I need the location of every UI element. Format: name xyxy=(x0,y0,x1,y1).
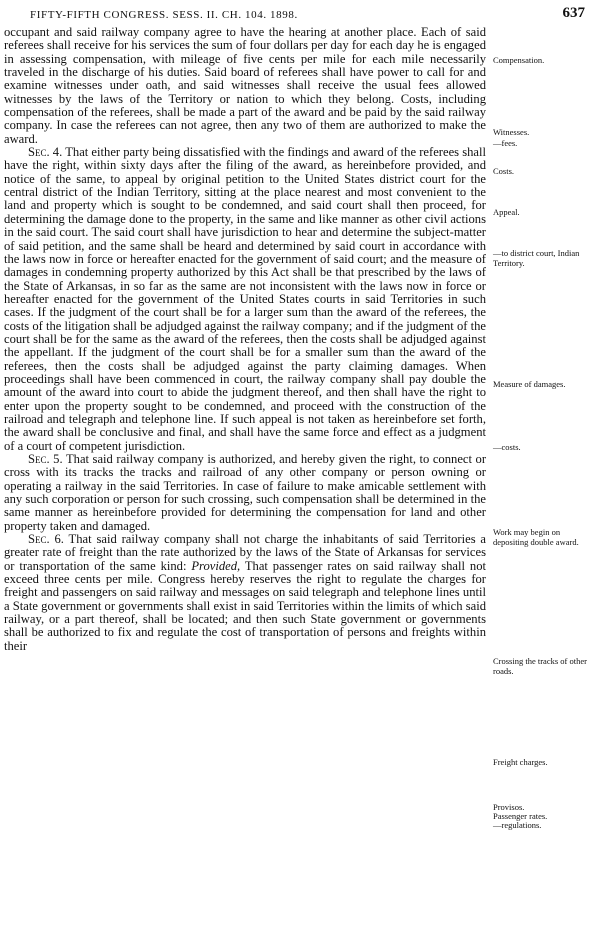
section-label: Sec. 5. xyxy=(28,452,63,466)
section-4 xyxy=(4,146,486,453)
margin-note: Provisos. xyxy=(493,802,525,812)
section-6 xyxy=(4,533,486,653)
margin-note: Compensation. xyxy=(493,55,545,65)
paragraph-text: occupant and said railway company agree to have the hearing at another place. Each of said referees shall receive for his services the sum of four dollars per day for each day he is engaged in assessing compensation, with mileage of five cents per mile for each mile necessarily traveled in the discharge of his duties. Said board of referees shall have power to call for and examine witnesses under oath, and said witnesses shall receive the usual fees allowed witnesses by the laws of the Territory or nation to which they belong. Costs, including compensation of the referees, shall be made a part of the award and be paid by the said railway company. In case the referees can not agree, then any two of them are authorized to make the award. xyxy=(4,25,486,146)
margin-note: Measure of damages. xyxy=(493,379,566,389)
page-number: 637 xyxy=(562,5,585,21)
margin-note: Appeal. xyxy=(493,207,520,217)
paragraph-text: That said railway company shall not charge the inhabitants of said Territories a greater rate of freight than the rate authorized by the laws of the State of Arkansas for services or transportation of the same kind: xyxy=(4,532,487,573)
section-5 xyxy=(4,453,486,533)
running-title: FIFTY-FIFTH CONGRESS. SESS. II. CH. 104. 1898. xyxy=(30,9,298,21)
paragraph-text: That either party being dissatisfied with the findings and award of the referees shall have the right, within sixty days after the filing of the award, as hereinbefore provided, and notice of the same, to appeal by original petition to the United States district court for the central district of the Indian Territory, sitting at the place nearest and most convenient to the land and property which is sought to be condemned, and said court shall then proceed, for determining the damage done to the property, in the same and like manner as other civil actions in the said court. The said court shall have jurisdiction to hear and determine the subject-matter of said petition, and the same shall be heard and determined by said court in accordance with the laws now in force or hereafter enacted for the government of said court; and the measure of damages in condemning property authorized by this Act shall be that prescribed by the laws of the State of Arkansas, in so far as the same are not inconsistent with the laws now in force or hereafter enacted for the government of the United States courts in said Territories in such cases. If the judgment of the court shall be for a larger sum than the award of the referees, the costs of the litigation shall be adjudged against the railway company; and if the judgment of the court shall be for the same as the award of the referees, then the costs shall be adjudged against the appellant. If the judgment of the court shall be for a smaller sum than the award of the referees, then the costs shall be adjudged against the party claiming damages. When proceedings shall have been commenced in court, the railway company shall pay double the amount of the award into court to abide the judgment thereof, and then shall have the right to enter upon the property sought to be condemned, and proceed with the construction of the railroad and telegraph and telephone line. If such appeal is not taken as hereinbefore set forth, the award shall be conclusive and final, and shall have the same force and effect as a judgment of a court of competent jurisdiction. xyxy=(4,145,487,453)
paragraph-continued xyxy=(4,26,486,146)
statute-text xyxy=(4,26,486,653)
margin-note: —to district court, Indian Territory. xyxy=(493,248,580,268)
paragraph-text: That passenger rates on said railway shall not exceed three cents per mile. Congress hereby reserves the right to regulate the charges for freight and passengers on said railway and messages on said telegraph and telephone lines until a State government or governments shall exist in said Territories within the limits of which said railway, or a part thereof, shall be located; and then such State government or governments shall be authorized to fix and regulate the cost of transportation of persons and freights within their xyxy=(4,558,486,653)
margin-note: Costs. xyxy=(493,166,515,176)
margin-note: —costs. xyxy=(493,442,521,452)
paragraph-text: That said railway company is authorized, and hereby given the right, to connect or cross with its tracks the tracks and railroad of any other company or person owning or operating a railway in the said Territories. In case of failure to make amicable settlement with any such corporation or person for such crossing, such compensation shall be determined in the same manner as hereinbefore provided for determining the compensation for land and other property taken and damaged. xyxy=(4,452,487,533)
running-header xyxy=(30,7,585,23)
proviso-italic: Provided, xyxy=(191,558,241,573)
margin-note: Passenger rates. xyxy=(493,811,548,821)
margin-note: Work may begin on depositing double award. xyxy=(493,527,579,547)
margin-note: —fees. xyxy=(493,138,518,148)
section-label: Sec. 4. xyxy=(28,145,63,160)
margin-note: Witnesses. xyxy=(493,127,530,137)
section-label: Sec. 6. xyxy=(28,532,64,547)
margin-note: —regulations. xyxy=(493,820,542,830)
margin-note: Crossing the tracks of other roads. xyxy=(493,656,587,676)
margin-note: Freight charges. xyxy=(493,757,548,767)
